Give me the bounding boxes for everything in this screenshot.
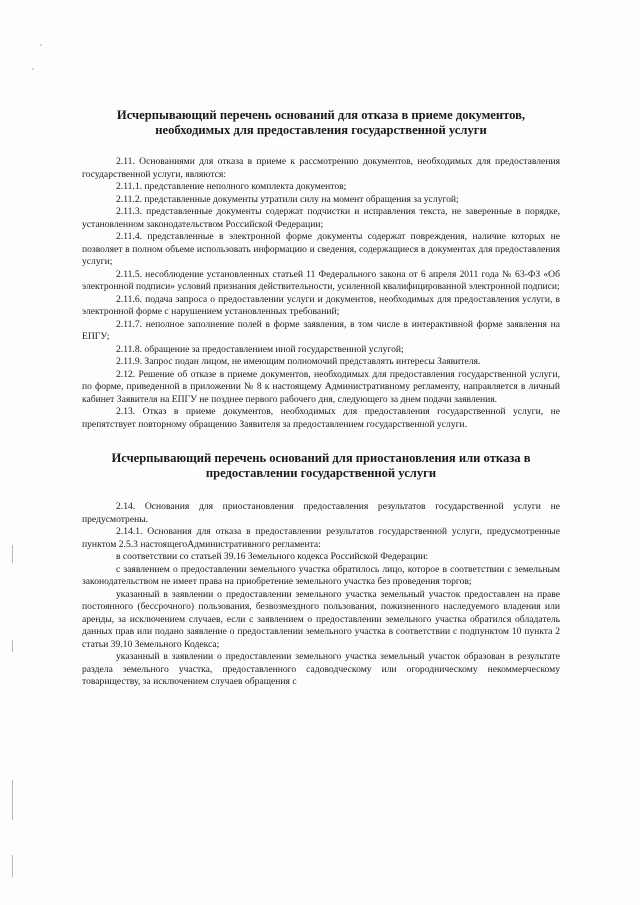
- heading-refusal-service: [82, 451, 560, 481]
- paragraph: 2.11. Основаниями для отказа в приеме к рассмотрению документов, необходимых для предоставления государственной услуги, являются:: [82, 156, 560, 180]
- scan-margin-line: [12, 855, 13, 877]
- heading-line: Исчерпывающий перечень оснований для отказа в приеме документов,: [116, 108, 526, 122]
- paragraph: 2.11.9. Запрос подан лицом, не имеющим полномочий представлять интересы Заявителя.: [116, 356, 481, 367]
- paragraph: 2.11.7. неполное заполнение полей в форме заявления, в том числе в интерактивной форме заявления на ЕПГУ;: [82, 318, 560, 342]
- paragraph: 2.11.4. представленные в электронной форме документы содержат повреждения, наличие которых не позволяет в полном объеме использовать информацию и сведения, содержащиеся в документах для предоставления услуги;: [82, 231, 560, 267]
- scan-margin-line: [12, 545, 13, 563]
- paragraph: с заявлением о предоставлении земельного участка обратилось лицо, которое в соответствии с земельным законодательством не имеет права на приобретение земельного участка без проведения торгов;: [82, 563, 560, 587]
- paragraph: в соответствии со статьей 39.16 Земельного кодекса Российской Федерации:: [116, 551, 429, 562]
- heading-line: предоставлении государственной услуги: [205, 466, 437, 480]
- paragraph: 2.13. Отказ в приеме документов, необходимых для предоставления государственной услуги, не препятствует повторному обращению Заявителя за предоставлением государственной услуги.: [82, 406, 560, 430]
- scan-margin-line: [12, 640, 13, 652]
- paragraph: 2.11.8. обращение за предоставлением иной государственной услугой;: [116, 343, 404, 355]
- paragraph: 2.11.5. несоблюдение установленных статьей 11 Федерального закона от 6 апреля 2011 года № 63-ФЗ «Об электронной подписи» условий признания действительности, усиленной квалифицированной электронной подписи;: [82, 268, 560, 292]
- scan-speck: [40, 44, 42, 46]
- paragraph: 2.11.1. представление неполного комплекта документов;: [116, 181, 347, 192]
- scan-margin-line: [12, 780, 13, 820]
- paragraph: 2.14.1. Основания для отказа в предоставлении результатов государственной услуги, предусмотренные пунктом 2.5.3 настоящегоАдминистративного регламента:: [82, 526, 560, 550]
- paragraph: 2.11.2. представленные документы утратили силу на момент обращения за услугой;: [116, 193, 459, 205]
- paragraph: 2.11.6. подача запроса о предоставлении услуги и документов, необходимых для предоставления услуги, в электронной форме с нарушением установленных требований;: [82, 293, 560, 317]
- scan-speck: [32, 68, 34, 70]
- paragraph: 2.12. Решение об отказе в приеме документов, необходимых для предоставления государственной услуги, по форме, приведенной в приложении № 8 к настоящему Административному регламенту, направляется в личный кабинет Заявителя на ЕПГУ не позднее первого рабочего дня, следующего за днем подачи заявления.: [82, 368, 560, 405]
- paragraph: 2.14. Основания для приостановления предоставления результатов государственной услуги не предусмотрены.: [82, 501, 560, 525]
- heading-line: Исчерпывающий перечень оснований для приостановления или отказа в: [111, 451, 531, 465]
- heading-refusal-documents: [82, 108, 560, 138]
- paragraph: указанный в заявлении о предоставлении земельного участка земельный участок образован в результате раздела земельного участка, предоставленного садоводческому или огородническому некоммерческому товариществу, за исключением случаев обращения с: [82, 651, 560, 687]
- document-body: [82, 108, 560, 689]
- paragraph: указанный в заявлении о предоставлении земельного участка земельный участок предоставлен на праве постоянного (бессрочного) пользования, безвозмездного пользования, пожизненного наследуемого владения или аренды, за исключением случаев, если с заявлением о предоставлении земельного участка обратился обладатель данных прав или подано заявление о предоставлении земельного участка в соответствии с подпунктом 10 пункта 2 статьи 39.10 Земельного Кодекса;: [82, 588, 560, 650]
- paragraph: 2.11.3. представленные документы содержат подчистки и исправления текста, не заверенные в порядке, установленном законодательством Российской Федерации;: [82, 206, 560, 230]
- heading-line: необходимых для предоставления государственной услуги: [155, 123, 487, 137]
